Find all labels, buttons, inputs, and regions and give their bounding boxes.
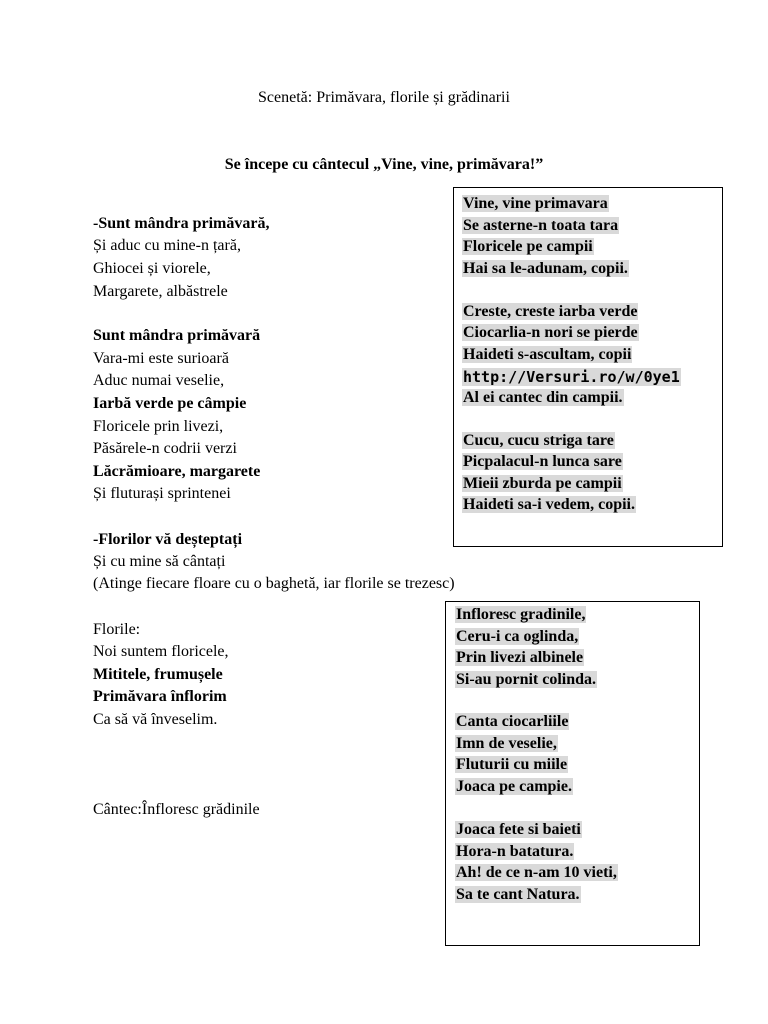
- title-prefix: Scenetă:: [258, 89, 317, 106]
- lyric-line: Imn de veselie,: [456, 735, 557, 752]
- verse-line: Lăcrămioare, margarete: [93, 463, 261, 480]
- verse-line: Iarbă verde pe câmpie: [93, 395, 247, 412]
- lyric-line: Fluturii cu miile: [456, 756, 568, 773]
- title-main: Primăvara, florile și grădinarii: [316, 89, 510, 106]
- verse-line: Păsărele-n codrii verzi: [93, 440, 237, 457]
- lyric-line: Cucu, cucu striga tare: [463, 432, 614, 449]
- song-lyrics-box-1: [453, 187, 723, 547]
- lyric-line: Ciocarlia-n nori se pierde: [463, 324, 638, 341]
- verse-line: Vara-mi este surioară: [93, 350, 229, 367]
- lyric-line: Si-au pornit colinda.: [456, 671, 597, 688]
- lyric-line: Hai sa le-adunam, copii.: [463, 260, 628, 277]
- verse-line: Sunt mândra primăvară: [93, 327, 261, 344]
- lyric-line: Creste, creste iarba verde: [463, 303, 638, 320]
- verse-line: Aduc numai veselie,: [93, 372, 225, 389]
- lyric-line: Haideti sa-i vedem, copii.: [463, 496, 635, 513]
- song-lyrics-box-2: [445, 601, 700, 946]
- lyric-line: Joaca fete si baieti: [456, 821, 581, 838]
- lyric-line: Floricele pe campii: [463, 238, 593, 255]
- verse-line: Și fluturași sprintenei: [93, 485, 231, 502]
- document-subtitle: Se începe cu cântecul „Vine, vine, primăvara!”: [224, 156, 544, 173]
- verse-line: Ghiocei și viorele,: [93, 260, 211, 277]
- lyric-line: Hora-n batatura.: [456, 843, 574, 860]
- source-link[interactable]: http://Versuri.ro/w/0ye1: [463, 368, 680, 386]
- lyric-line: Ah! de ce n-am 10 vieti,: [456, 864, 617, 881]
- lyric-line: Haideti s-ascultam, copii: [463, 346, 632, 363]
- lyric-line: Prin livezi albinele: [456, 649, 584, 666]
- lyric-line: Se asterne-n toata tara: [463, 217, 619, 234]
- verse-line: Noi suntem floricele,: [93, 643, 229, 660]
- lyric-line: Joaca pe campie.: [456, 778, 572, 795]
- verse-line: Mititele, frumușele: [93, 666, 223, 683]
- lyric-line: Canta ciocarliile: [456, 713, 569, 730]
- verse-line: Ca să vă înveselim.: [93, 711, 218, 728]
- lyric-line: Vine, vine primavara: [463, 195, 608, 212]
- verse-line: Floricele prin livezi,: [93, 418, 224, 435]
- lyric-line: Mieii zburda pe campii: [463, 475, 622, 492]
- verse-line: Margarete, albăstrele: [93, 283, 228, 300]
- document-title: [0, 89, 768, 107]
- verse-line: -Sunt mândra primăvară,: [93, 215, 270, 232]
- lyric-line: Sa te cant Natura.: [456, 886, 580, 903]
- verse-line: Primăvara înflorim: [93, 688, 227, 705]
- verse-line: -Florilor vă deșteptați: [93, 531, 243, 548]
- lyric-line: Al ei cantec din campii.: [463, 389, 623, 406]
- verse-line: Și cu mine să cântați: [93, 553, 226, 570]
- song-heading: Cântec:Înfloresc grădinile: [93, 801, 260, 818]
- lyric-line: Ceru-i ca oglinda,: [456, 628, 579, 645]
- speaker-label: Florile:: [93, 621, 141, 638]
- stage-direction: (Atinge fiecare floare cu o baghetă, iar florile se trezesc): [93, 575, 455, 592]
- verse-line: Și aduc cu mine-n țară,: [93, 237, 241, 254]
- lyric-line: Infloresc gradinile,: [456, 606, 586, 623]
- lyric-line: Picpalacul-n lunca sare: [463, 453, 622, 470]
